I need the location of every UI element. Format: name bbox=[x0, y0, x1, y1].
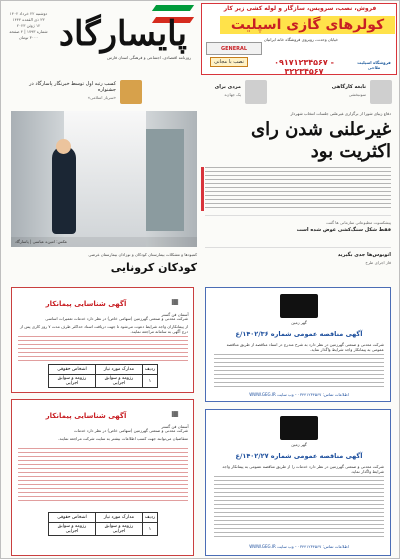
top-advertisement bbox=[201, 3, 397, 75]
teaser-photo bbox=[120, 80, 142, 104]
side-box bbox=[205, 247, 391, 277]
doorway bbox=[146, 129, 184, 231]
ac-unit-image bbox=[206, 42, 262, 55]
ad-title-bar bbox=[220, 16, 395, 34]
notice-text-lines bbox=[18, 448, 188, 504]
teaser-item bbox=[294, 79, 392, 107]
table-cell: ۱ bbox=[142, 523, 157, 536]
photo-credit-bar bbox=[11, 237, 197, 247]
notice-footer: اطلاعات تماس: ۰۳۴۴۱۲۳۴۵۶۷ - وب سایت WWW.GEG.IR bbox=[249, 544, 349, 549]
side-box-sub: فاز اجرای طرح bbox=[365, 260, 391, 265]
date-line: شماره ۱۷۹۳ | ۴ صفحه ۳۰۰۰ تومان bbox=[9, 29, 48, 40]
logo-text: پایسارگاد bbox=[58, 14, 187, 54]
teaser-title: کسب رتبه اول توسط خبرنگار پاسارگاد در جشنواره bbox=[29, 81, 116, 93]
notice-text-lines bbox=[18, 336, 188, 361]
notice-text-lines bbox=[214, 476, 384, 540]
requirements-table bbox=[48, 364, 158, 388]
teaser-photo bbox=[245, 80, 267, 104]
company-logo bbox=[280, 416, 318, 440]
table-cell: رزومه و سوابق اجرایی bbox=[96, 375, 143, 388]
table-header-cell: مدارک مورد نیاز bbox=[96, 365, 143, 375]
person bbox=[52, 146, 76, 234]
teaser-sub: «سرباز اسلامی» bbox=[87, 95, 116, 100]
masthead-subtitle: روزنامه اقتصادی، اجتماعی و فرهنگی استان فارس bbox=[107, 55, 191, 60]
photo-credit: عکس: امین‌ه عباسی | پاسارگاد bbox=[15, 239, 68, 244]
ad-line1: فروش، نصب، سرویس، سازگار و لوله کشی زیر کار bbox=[223, 5, 377, 12]
hallway bbox=[64, 111, 146, 247]
ad-brand: GENERAL bbox=[220, 46, 248, 52]
notice-footer: اطلاعات تماس: ۰۳۴۴۱۲۳۴۵۶۷ - وب سایت WWW.GEG.IR bbox=[249, 392, 349, 397]
side-box-title: اتوبوس‌ها جدی بگیرید bbox=[337, 252, 391, 258]
table-row bbox=[49, 523, 158, 536]
table-cell: رزومه و سوابق اجرایی bbox=[49, 523, 96, 536]
notice-title: آگهی مناقصه عمومی شماره ۱۴۰۲/۲۷/ع bbox=[235, 452, 363, 460]
teaser-photo bbox=[370, 80, 392, 104]
main-photo bbox=[11, 111, 197, 247]
photo-sub: کمبودها و مشکلات بیمارستان کودکان و نوزادان بیمارستان غرضی bbox=[88, 252, 197, 257]
date-block bbox=[6, 11, 51, 53]
table-header-cell: ردیف bbox=[142, 513, 157, 523]
teaser-item bbox=[169, 79, 267, 107]
notice-right-1 bbox=[205, 287, 391, 402]
date-line: ۲۳ ذی القعده ۱۴۴۴ bbox=[12, 17, 45, 22]
photo-caption: کودکان کرونایی bbox=[110, 261, 197, 274]
red-accent bbox=[201, 167, 204, 211]
side-box-sub: پیشکسوت مطبوعاتی سازمانی ها گفت bbox=[326, 220, 391, 225]
notice-left-2 bbox=[11, 399, 194, 556]
notice-title: آگهی شناسایی پیمانکار bbox=[45, 412, 127, 420]
table-row bbox=[49, 375, 158, 388]
table-header-cell: مدارک مورد نیاز bbox=[96, 513, 143, 523]
requirements-table bbox=[48, 512, 158, 536]
headline-title: غیرعلنی شدن رای اکثریت بود bbox=[251, 119, 391, 162]
ad-slogan-text: نصب با مجانی bbox=[214, 59, 244, 65]
notice-right-2 bbox=[205, 409, 391, 556]
notice-body: شرکت معدنی و صنعتی گهرزمین در نظر دارد خدمات را از طریق مناقصه عمومی به پیمانکار واجد شرایط واگذار نماید. bbox=[222, 464, 384, 474]
ad-title: کولرهای گازی اسپلیت bbox=[230, 17, 385, 33]
table-cell: رزومه و سوابق اجرایی bbox=[49, 375, 96, 388]
table-cell: رزومه و سوابق اجرایی bbox=[96, 523, 143, 536]
company-name: گهر زمین bbox=[291, 320, 307, 325]
notice-body: شرکت معدنی و صنعتی گهرزمین در نظر دارد به شرح مندرج در اسناد مناقصه از طریق مناقصه عمومی به پیمانکار واجد شرایط واگذار نماید. bbox=[226, 342, 384, 352]
side-box bbox=[205, 215, 391, 245]
notice-title: آگهی مناقصه عمومی شماره ۱۴۰۲/۳۶/ع bbox=[235, 330, 363, 338]
teaser-title: مردی برای bbox=[214, 84, 241, 90]
company-name: آسمان فن گستر bbox=[161, 424, 189, 429]
teaser-sub: یک جهان‌ه bbox=[224, 92, 241, 97]
person-head bbox=[56, 139, 71, 154]
teaser-row bbox=[5, 79, 397, 107]
company-logo: ▦ bbox=[171, 409, 179, 418]
notice-body: متقاضیان می‌توانند جهت کسب اطلاعات بیشتر به سایت شرکت مراجعه نمایند. bbox=[58, 436, 188, 441]
company-name: آسمان فن گستر bbox=[161, 312, 189, 317]
notice-text-lines bbox=[214, 354, 384, 388]
teaser-sub: سونبخشی bbox=[348, 92, 366, 97]
date-line: ۱۲ ژوئن ۲۰۲۳ bbox=[16, 23, 41, 28]
company-logo bbox=[280, 294, 318, 318]
ad-contact: فروشگاه اسپلیت ملاحی bbox=[357, 60, 391, 70]
table-header-row bbox=[49, 513, 158, 523]
notice-body: از پیمانکاران واجد شرایط دعوت می‌شود تا جهت دریافت اسناد حداکثر ظرف مدت ۷ روز کاری پس از درج آگهی به سامانه مراجعه نمایند. bbox=[20, 324, 188, 334]
company-logo: ▦ bbox=[171, 297, 179, 306]
company-name: گهر زمین bbox=[291, 442, 307, 447]
table-header-cell: ردیف bbox=[142, 365, 157, 375]
table-header-row bbox=[49, 365, 158, 375]
teaser-item bbox=[12, 79, 142, 107]
ad-subtitle: خیابان وحدت، روبروی فروشگاه خانه ایرانیان bbox=[263, 37, 339, 42]
table-header-cell: اشخاص حقوقی bbox=[49, 513, 96, 523]
table-cell: ۱ bbox=[142, 375, 157, 388]
headline-kicker: دفاع زیبای شورا از برگزاری غیرعلنی جلسات انتخاب شهردار bbox=[290, 111, 391, 116]
notice-left-1 bbox=[11, 287, 194, 393]
ad-phone: ۰۹۱۷۱۲۳۴۵۶۷ - ۳۲۲۳۴۵۶۷ bbox=[274, 58, 334, 76]
ad-slogan bbox=[210, 57, 248, 67]
table-header-cell: اشخاص حقوقی bbox=[49, 365, 96, 375]
notice-intro: شرکت معدنی و صنعتی گهرزمین (سهامی خاص) در نظر دارد خدمات bbox=[73, 428, 188, 433]
side-box-title: فقط شکل سنگ‌کشی عوض شده است bbox=[296, 227, 391, 233]
notice-title: آگهی شناسایی پیمانکار bbox=[45, 300, 127, 308]
headline-body-text bbox=[205, 167, 391, 211]
date-line: دوشنبه ۲۲ خرداد ۱۴۰۲ bbox=[9, 11, 48, 16]
notice-intro: شرکت معدنی و صنعتی گهرزمین (سهامی خاص) در نظر دارد خدمات تعمیرات اساسی bbox=[45, 316, 188, 321]
teaser-title: نابغه کارگاهی bbox=[331, 84, 366, 90]
